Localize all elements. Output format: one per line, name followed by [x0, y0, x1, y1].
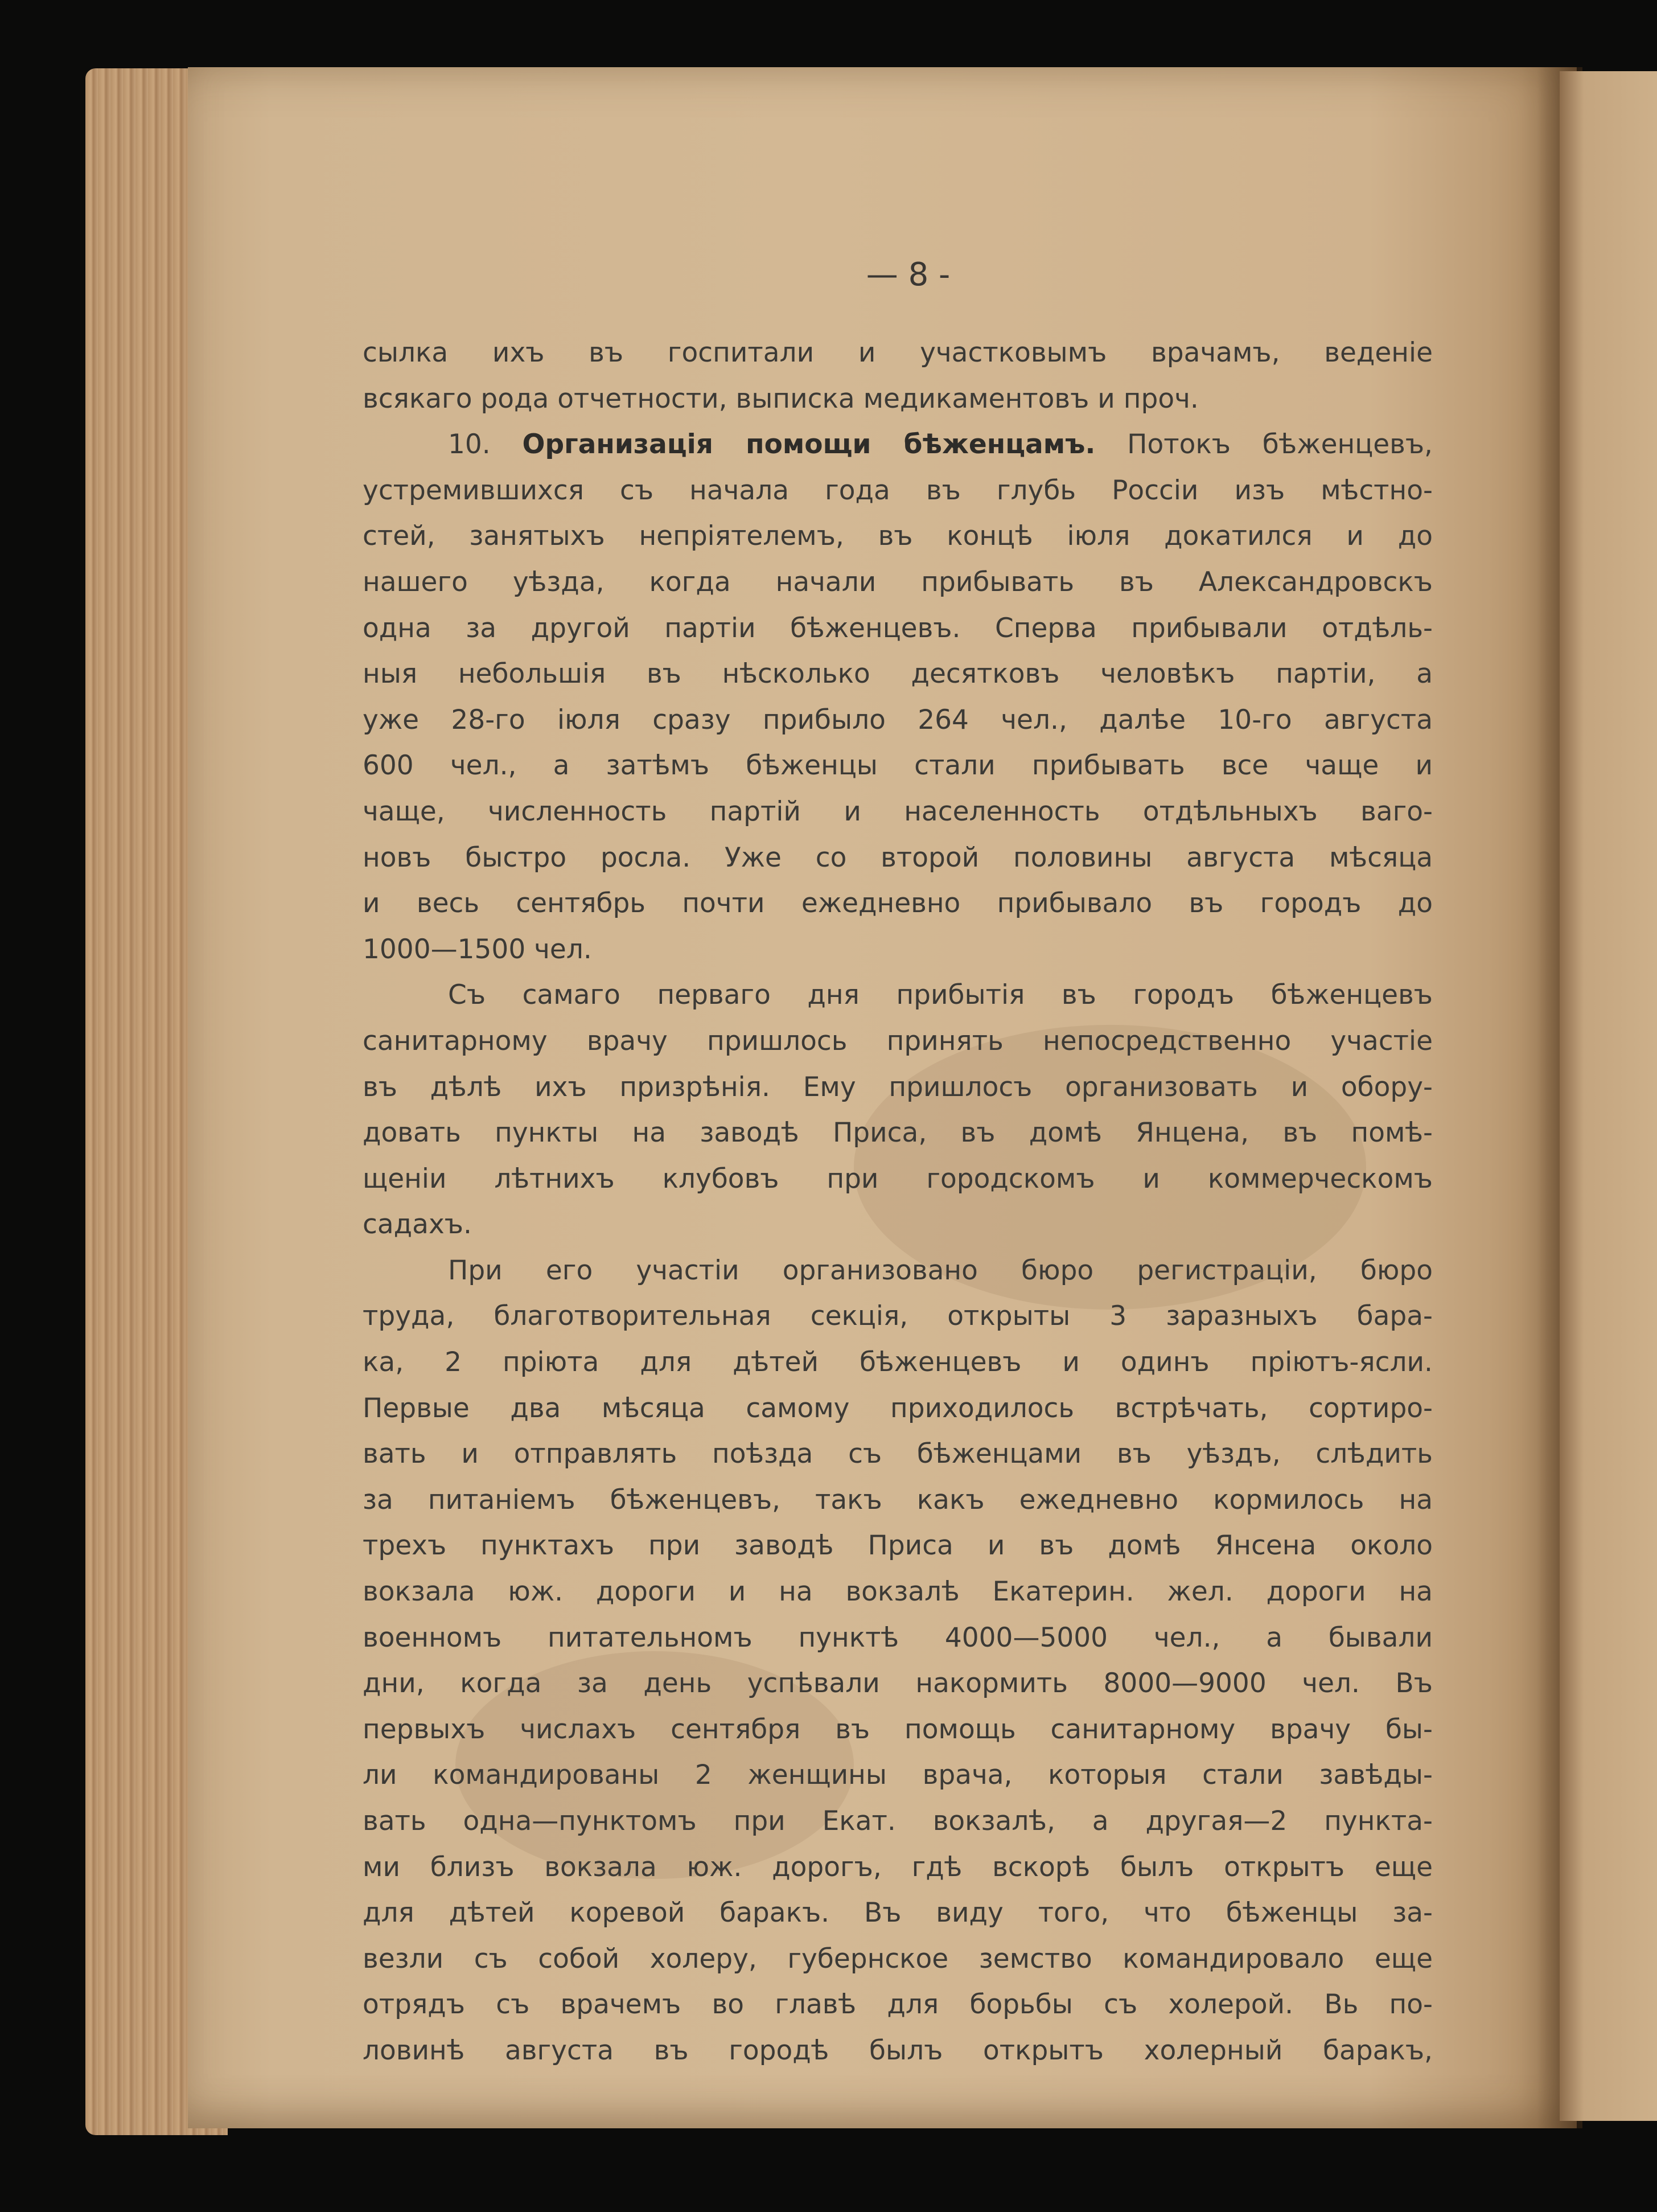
text-line: стей, занятыхъ непріятелемъ, въ концѣ іюля докатился и до: [363, 520, 1433, 552]
text-line: въ дѣлѣ ихъ призрѣнія. Ему пришлосъ организовать и обору-: [363, 1071, 1433, 1103]
text-line: ныя небольшія въ нѣсколько десятковъ человѣкъ партіи, а: [363, 658, 1433, 690]
text-line: военномъ питательномъ пунктѣ 4000—5000 чел., а бывали: [363, 1622, 1433, 1653]
text-line: ловинѣ августа въ городѣ былъ открытъ холерный баракъ,: [363, 2034, 1433, 2066]
page-text: [363, 330, 1433, 2074]
text-line: устремившихся съ начала года въ глубь Россіи изъ мѣстно-: [363, 474, 1433, 506]
text-line: 600 чел., а затѣмъ бѣженцы стали прибывать все чаще и: [363, 750, 1433, 782]
text-line: за питаніемъ бѣженцевъ, такъ какъ ежедневно кормилось на: [363, 1484, 1433, 1516]
section-heading-line: [363, 422, 1433, 468]
text-line: вать одна—пунктомъ при Екат. вокзалѣ, а другая—2 пункта-: [363, 1805, 1433, 1837]
text-line: довать пункты на заводѣ Приса, въ домѣ Янцена, въ помѣ-: [363, 1117, 1433, 1149]
section-title: Организація помощи бѣженцамъ.: [522, 429, 1096, 461]
text-line: везли съ собой холеру, губернское земство командировало еще: [363, 1943, 1433, 1975]
text-line: вокзала юж. дороги и на вокзалѣ Екатерин. жел. дороги на: [363, 1576, 1433, 1608]
text-line: дни, когда за день успѣвали накормить 8000—9000 чел. Въ: [363, 1668, 1433, 1700]
text-line: нашего уѣзда, когда начали прибывать въ Александровскъ: [363, 566, 1433, 598]
text-line: ми близъ вокзала юж. дорогъ, гдѣ вскорѣ былъ открытъ еще: [363, 1851, 1433, 1883]
text-line: Съ самаго перваго дня прибытія въ городъ бѣженцевъ: [448, 979, 1433, 1011]
section-number: 10.: [448, 429, 523, 461]
text-line: и весь сентябрь почти ежедневно прибывало въ городъ до: [363, 888, 1433, 920]
text-line: новъ быстро росла. Уже со второй половины августа мѣсяца: [363, 842, 1433, 873]
facing-page: [1560, 71, 1657, 2121]
text-line: трехъ пунктахъ при заводѣ Приса и въ домѣ Янсена около: [363, 1530, 1433, 1562]
text-line: Первые два мѣсяца самому приходилось встрѣчать, сортиро-: [363, 1392, 1433, 1424]
text-line: вать и отправлять поѣзда съ бѣженцами въ уѣздъ, слѣдить: [363, 1438, 1433, 1470]
text-line: одна за другой партіи бѣженцевъ. Сперва прибывали отдѣль-: [363, 612, 1433, 644]
page-number: — 8 -: [866, 256, 951, 293]
text-line: 1000—1500 чел.: [363, 933, 592, 965]
text-line: санитарному врачу пришлось принять непосредственно участіе: [363, 1025, 1433, 1057]
text-line: первыхъ числахъ сентября въ помощь санитарному врачу бы-: [363, 1713, 1433, 1745]
text-line: сылка ихъ въ госпитали и участковымъ врачамъ, веденіе: [363, 337, 1433, 368]
text-line: отрядъ съ врачемъ во главѣ для борьбы съ холерой. Вь по-: [363, 1989, 1433, 2021]
text-line: садахъ.: [363, 1209, 472, 1241]
text-line: ли командированы 2 женщины врача, которыя стали завѣды-: [363, 1759, 1433, 1791]
text-line: всякаго рода отчетности, выписка медикаментовъ и проч.: [363, 383, 1199, 415]
text-line: уже 28-го іюля сразу прибыло 264 чел., далѣе 10-го августа: [363, 704, 1433, 736]
text-line: труда, благотворительная секція, открыты 3 заразныхъ бара-: [363, 1300, 1433, 1332]
text-line: для дѣтей коревой баракъ. Въ виду того, что бѣженцы за-: [363, 1897, 1433, 1929]
text-line: При его участіи организовано бюро регистраціи, бюро: [448, 1254, 1433, 1286]
text-line: ка, 2 пріюта для дѣтей бѣженцевъ и одинъ пріютъ-ясли.: [363, 1347, 1433, 1378]
text-line: чаще, численность партій и населенность отдѣльныхъ ваго-: [363, 795, 1433, 827]
text-line: щеніи лѣтнихъ клубовъ при городскомъ и коммерческомъ: [363, 1163, 1433, 1195]
section-title-rest: Потокъ бѣженцевъ,: [1095, 429, 1433, 461]
